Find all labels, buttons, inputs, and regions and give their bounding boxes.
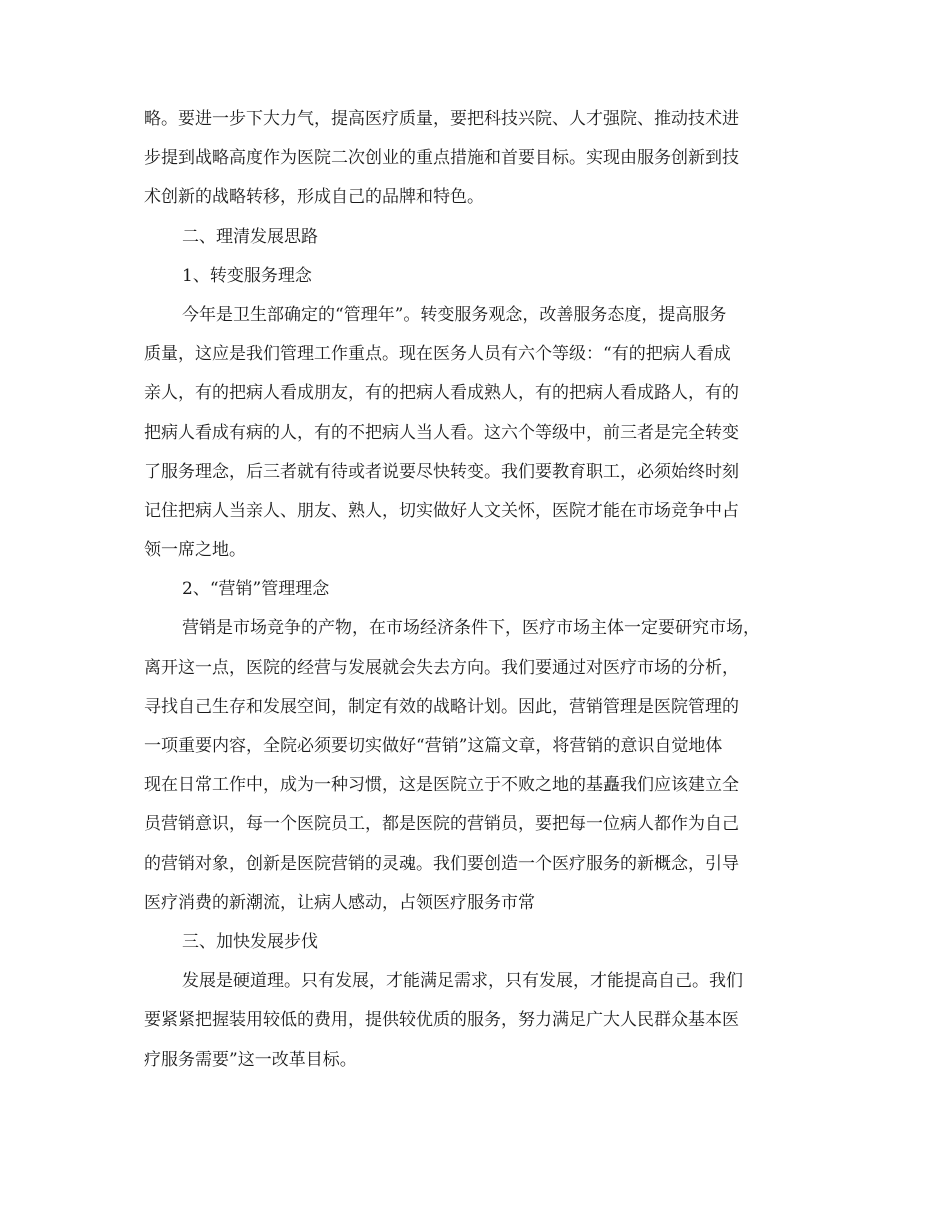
- text-line: 术创新的战略转移，形成自己的品牌和特色。: [144, 187, 484, 208]
- text-line: 营销是市场竞争的产物，在市场经济条件下，医疗市场主体一定要研究市场，: [182, 618, 760, 639]
- text-line: 医疗消费的新潮流，让病人感动，占领医疗服务市常: [144, 892, 535, 913]
- text-line: 略。要进一步下大力气，提高医疗质量，要把科技兴院、人才强院、推动技术进: [144, 109, 739, 129]
- text-line: 员营销意识，每一个医院员工，都是医院的营销员，要把每一位病人都作为自己: [144, 814, 739, 835]
- text-line: 疗服务需要”这一改革目标。: [144, 1049, 357, 1070]
- text-line: 步提到战略高度作为医院二次创业的重点措施和首要目标。实现由服务创新到技: [144, 148, 739, 169]
- text-line: 今年是卫生部确定的“管理年”。转变服务观念，改善服务态度，提高服务: [182, 304, 727, 325]
- text-line: 的营销对象，创新是医院营销的灵魂。我们要创造一个医疗服务的新概念，引导: [144, 853, 739, 874]
- text-line: 了服务理念，后三者就有待或者说要尽快转变。我们要教育职工，必须始终时刻: [144, 461, 739, 482]
- subsection-heading-2-1: 1、转变服务理念: [182, 265, 312, 286]
- text-line: 记住把病人当亲人、朋友、熟人，切实做好人文关怀，医院才能在市场竞争中占: [144, 500, 739, 521]
- text-line: 把病人看成有病的人，有的不把病人当人看。这六个等级中，前三者是完全转变: [144, 422, 739, 443]
- text-line: 寻找自己生存和发展空间，制定有效的战略计划。因此，营销管理是医院管理的: [144, 696, 739, 717]
- section-heading-3: 三、加快发展步伐: [182, 931, 318, 952]
- text-line: 离开这一点，医院的经营与发展就会失去方向。我们要通过对医疗市场的分析，: [144, 657, 739, 678]
- text-line: 发展是硬道理。只有发展，才能满足需求，只有发展，才能提高自己。我们: [182, 971, 743, 992]
- section-heading-2: 二、理清发展思路: [182, 226, 318, 247]
- text-line: 要紧紧把握装用较低的费用，提供较优质的服务，努力满足广大人民群众基本医: [144, 1010, 739, 1031]
- document-body: [144, 100, 809, 1080]
- paragraph-marketing: [144, 609, 809, 923]
- text-line: 一项重要内容，全院必须要切实做好“营销”这篇文章，将营销的意识自觉地体: [144, 736, 723, 756]
- paragraph-service-concept: [144, 296, 809, 570]
- text-line: 现在日常工作中，成为一种习惯，这是医院立于不败之地的基矗我们应该建立全: [144, 775, 739, 796]
- subsection-heading-2-2: 2、“营销”管理理念: [182, 579, 330, 600]
- text-line: 领一席之地。: [144, 540, 246, 561]
- text-line: 亲人，有的把病人看成朋友，有的把病人看成熟人，有的把病人看成路人，有的: [144, 383, 739, 404]
- paragraph-strategy: [144, 100, 809, 218]
- text-line: 质量，这应是我们管理工作重点。现在医务人员有六个等级：“有的把病人看成: [144, 344, 731, 365]
- paragraph-development: [144, 962, 809, 1080]
